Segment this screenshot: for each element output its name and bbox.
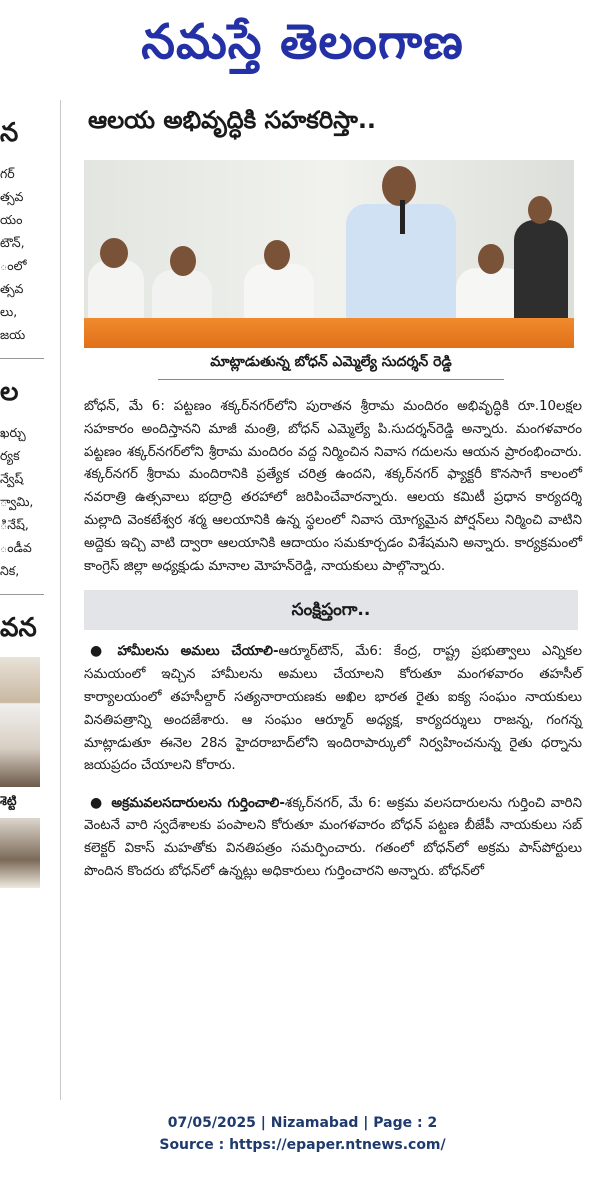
photo-speaker-head	[382, 166, 416, 206]
article	[84, 100, 584, 897]
fragment-photo	[0, 818, 40, 888]
fragment-headline: న	[0, 118, 19, 148]
column-divider	[60, 100, 61, 1100]
fragment-line: త్సవ	[0, 189, 24, 204]
article-photo	[84, 160, 574, 348]
brief-item	[84, 792, 582, 884]
briefs-heading: సంక్షిప్తంగా..	[84, 590, 578, 630]
article-headline: ఆలయ అభివృద్ధికి సహకరిస్తా..	[88, 106, 377, 134]
fragment-line: నిక,	[0, 563, 20, 578]
photo-person-head	[170, 246, 196, 276]
footer-date-edition: 07/05/2025 | Nizamabad | Page : 2	[167, 1115, 438, 1131]
brief-item	[84, 640, 582, 778]
adjacent-column-fragment	[0, 100, 44, 1100]
fragment-line: యం	[0, 212, 23, 227]
bullet-icon: ●	[90, 794, 104, 811]
microphone-icon	[400, 200, 405, 234]
fragment-line: న్వేష్	[0, 471, 24, 486]
fragment-line: ్వామి,	[0, 494, 34, 509]
brief-text: ఆర్మూర్‌టౌన్, మే6: కేంద్ర, రాష్ట్ర ప్రభుత్వాలు ఎన్నికల సమయంలో ఇచ్చిన హామీలను అమలు చేయాలని కోరుతూ మంగళవారం తహసీల్ కార్యాలయంలో తహసీల్దార్ సత్యనారాయణకు అఖిల భారత రైతు ఐక్య సంఘం నాయకులు వినతిపత్రాన్ని అందజేశారు. ఆ సంఘం ఆర్మూర్ అధ్యక్ష, కార్యదర్శులు రాజన్న, గంగన్న మాట్లాడుతూ ఈనెల 28న హైదరాబాద్‌లోని ఇందిరాపార్కులో నిర్వహించనున్న రైతు ధర్నాను జయప్రదం చేయాలని కోరారు.	[84, 644, 582, 774]
photo-caption: మాట్లాడుతున్న బోధన్ ఎమ్మెల్యే సుదర్శన్ రెడ్డి	[158, 354, 504, 380]
brief-title: హామీలను అమలు చేయాలి-	[117, 644, 279, 660]
page-footer	[0, 1112, 605, 1156]
bullet-icon: ●	[90, 643, 110, 660]
fragment-headline: వన	[0, 613, 37, 643]
article-body: బోధన్, మే 6: పట్టణం శక్కర్‌నగర్‌లోని పురాతన శ్రీరామ మందిరం అభివృద్ధికి రూ.10లక్షల సహకారం అందిస్తానని మాజీ మంత్రి, బోధన్ ఎమ్మెల్యే పి.సుదర్శన్‌రెడ్డి అన్నారు. మంగళవారం పట్టణం శక్కర్‌నగర్‌లోని శ్రీరామ మందిరం వద్ద నిర్మించిన నివాస గదులను ఆయన ప్రారంభించారు. శక్కర్‌నగర్ శ్రీరామ మందిరానికి ప్రత్యేక చరిత్ర ఉందని, శక్కర్‌నగర్ ఫ్యాక్టరీ కొనసాగే కాలంలో నవరాత్రి ఉత్సవాలు భద్రాద్రి తరహాలో జరిపించేవారన్నారు. ఆలయ కమిటీ ప్రధాన కార్యదర్శి మల్లాది వెంకటేశ్వర శర్మ ఆలయానికి ఉన్న స్థలంలో నివాస యోగ్యమైన పోర్షన్‌లు నిర్మించి వాటిని అద్దెకు ఇచ్చి వాటి ద్వారా ఆలయానికి ఆదాయం సమకూర్చడం విశేషమని అన్నారు. కార్యక్రమంలో కాంగ్రెస్ జిల్లా అధ్యక్షుడు మానాల మోహన్‌రెడ్డి, నాయకులు పాల్గొన్నారు.	[84, 399, 582, 574]
photo-person-head	[100, 238, 128, 268]
stage-drape	[84, 318, 574, 348]
fragment-caption: శెట్టి	[0, 793, 17, 808]
masthead-logo: నమస్తే తెలంగాణ	[141, 14, 464, 70]
fragment-photo	[0, 657, 40, 787]
fragment-line: ినేష్,	[0, 517, 29, 532]
photo-person-head	[528, 196, 552, 224]
fragment-divider	[0, 358, 44, 359]
footer-source: Source : https://epaper.ntnews.com/	[159, 1137, 446, 1153]
brief-title: అక్రమవలసదారులను గుర్తించాలి-	[111, 795, 285, 811]
fragment-line: ండీవ	[0, 540, 32, 555]
brief-text: శక్కర్‌నగర్, మే 6: అక్రమ వలసదారులను గుర్తించి వారిని వెంటనే వారి స్వదేశాలకు పంపాలని కోరుతూ మంగళవారం బోధన్ పట్టణ బీజేపీ నాయకులు సబ్ కలెక్టర్ వికాస్ మహతోకు వినతిపత్రం సమర్పించారు. గతంలో బోధన్‌లో అక్రమ పాస్‌పోర్టులు పొందిన కొందరు బోధన్‌లో ఉన్నట్లు అధికారులు గుర్తించారని అన్నారు. బోధన్‌లో	[84, 795, 582, 879]
photo-person-head	[478, 244, 504, 274]
fragment-line: లు,	[0, 304, 18, 319]
fragment-line: గర్	[0, 166, 15, 181]
fragment-line: ర్యక	[0, 448, 20, 463]
photo-person	[514, 220, 568, 330]
fragment-divider	[0, 594, 44, 595]
fragment-line: టౌన్,	[0, 235, 25, 250]
fragment-line: ఖర్చు	[0, 425, 26, 440]
photo-person-head	[264, 240, 290, 270]
fragment-line: ంలో	[0, 258, 27, 273]
fragment-line: జయ	[0, 327, 26, 342]
fragment-line: త్సవ	[0, 281, 24, 296]
fragment-headline: ల	[0, 377, 19, 407]
